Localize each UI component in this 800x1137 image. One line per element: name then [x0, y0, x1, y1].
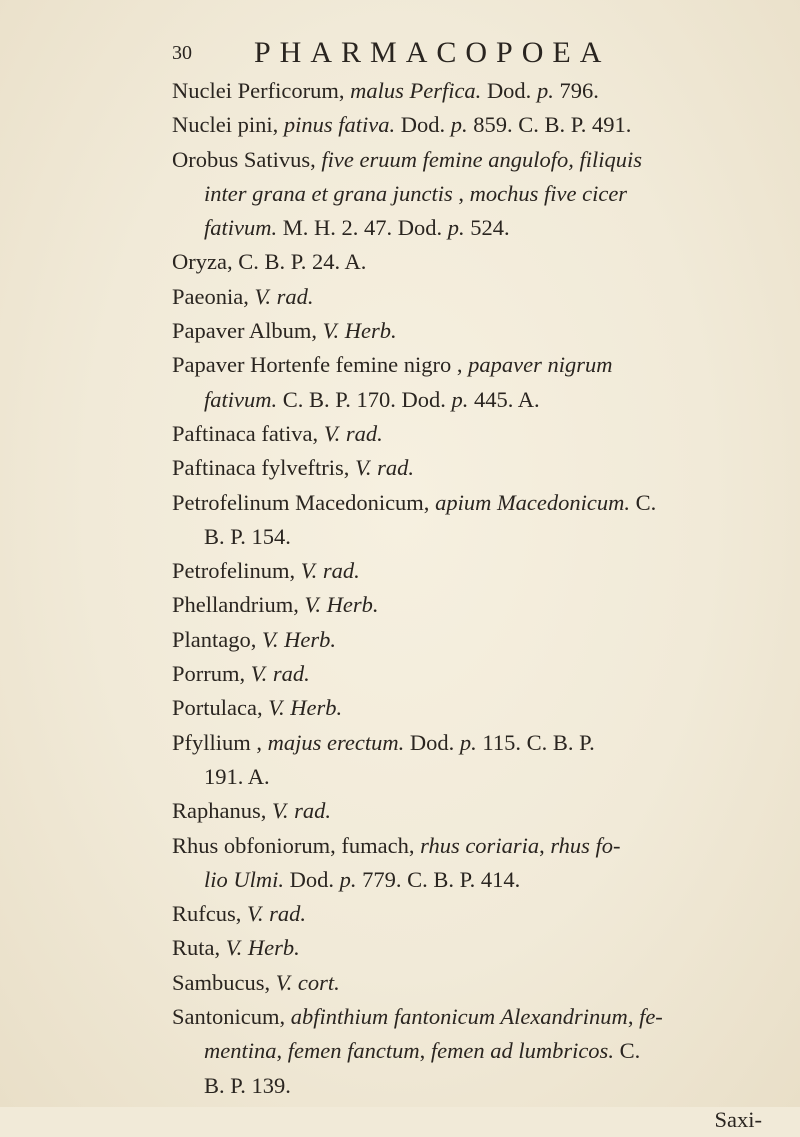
italic-text-segment: V. rad.: [254, 283, 314, 309]
italic-text-segment: V. Herb.: [262, 626, 336, 652]
italic-text-segment: V. cort.: [275, 969, 340, 995]
italic-text-segment: V. Herb.: [225, 935, 300, 961]
text-line: [172, 1000, 772, 1034]
italic-text-segment: mentina: [204, 1038, 277, 1064]
text-line: [172, 143, 772, 177]
text-line: [172, 623, 772, 657]
text-segment: C.: [630, 489, 657, 515]
pharmacopoeia-entry-list: [172, 74, 772, 1137]
text-segment: Dod.: [284, 866, 340, 892]
text-line: [172, 417, 772, 451]
text-line: [172, 451, 772, 485]
text-line: [172, 931, 772, 965]
text-segment: C. B. P. 170. Dod.: [277, 386, 452, 412]
text-segment: 115. C. B. P.: [476, 729, 595, 755]
italic-text-segment: V. rad.: [250, 661, 310, 687]
text-segment: Portulaca,: [172, 695, 269, 721]
text-segment: Dod.: [404, 729, 460, 755]
text-line: [172, 1069, 772, 1103]
text-line: [172, 348, 772, 382]
italic-text-segment: p.: [536, 78, 554, 103]
text-line: [172, 897, 772, 931]
text-segment: Raphanus,: [172, 798, 272, 824]
text-segment: 779. C. B. P. 414.: [356, 866, 521, 892]
text-segment: Pfyllium ,: [172, 729, 268, 755]
text-segment: ,: [452, 180, 470, 206]
text-segment: Petrofelinum,: [172, 558, 301, 584]
italic-text-segment: five eruum femine angulofo, filiquis: [321, 146, 642, 172]
text-line: [172, 108, 772, 142]
text-line: [172, 863, 772, 897]
italic-text-segment: femen fanctum: [287, 1038, 420, 1064]
text-line: [172, 794, 772, 828]
text-segment: B. P. 154.: [204, 523, 291, 549]
text-segment: Dod.: [395, 112, 451, 138]
italic-text-segment: papaver nigrum: [468, 352, 613, 378]
text-line: [172, 486, 772, 520]
italic-text-segment: p.: [451, 386, 469, 412]
italic-text-segment: fativum.: [204, 386, 278, 412]
text-line: [172, 314, 772, 348]
text-segment: Sambucus,: [172, 969, 276, 995]
text-segment: Nuclei Perficorum,: [172, 78, 351, 103]
text-segment: Phellandrium,: [172, 592, 305, 618]
text-line: [172, 280, 772, 314]
italic-text-segment: V. rad.: [323, 420, 383, 446]
italic-text-segment: p.: [450, 112, 468, 138]
text-segment: M. H. 2. 47. Dod.: [277, 215, 448, 241]
italic-text-segment: p.: [447, 215, 465, 241]
text-segment: Rufcus,: [172, 901, 247, 927]
text-segment: Santonicum,: [172, 1004, 291, 1030]
italic-text-segment: rhus fo-: [550, 832, 621, 858]
text-segment: Ruta,: [172, 935, 226, 961]
page-number: 30: [172, 42, 192, 64]
italic-text-segment: V. rad.: [300, 558, 360, 584]
catchword: Saxi-: [714, 1106, 762, 1132]
text-segment: Plantago,: [172, 626, 262, 652]
italic-text-segment: lio Ulmi.: [204, 866, 285, 892]
text-segment: Orobus Sativus,: [172, 146, 322, 172]
italic-text-segment: femen ad lumbricos.: [430, 1038, 614, 1064]
text-segment: 796.: [553, 78, 599, 103]
italic-text-segment: V. Herb.: [268, 695, 343, 721]
italic-text-segment: V. rad.: [272, 798, 331, 824]
italic-text-segment: malus Perfica.: [350, 78, 482, 103]
text-segment: Oryza, C. B. P. 24. A.: [172, 249, 367, 275]
italic-text-segment: V. rad.: [355, 455, 415, 481]
text-segment: Nuclei pini,: [172, 112, 284, 138]
text-segment: Paftinaca fylveftris,: [172, 455, 356, 481]
text-segment: ,: [539, 832, 551, 858]
text-line: [172, 657, 772, 691]
text-segment: ,: [276, 1038, 288, 1064]
italic-text-segment: V. Herb.: [322, 318, 397, 344]
italic-text-segment: p.: [339, 866, 357, 892]
italic-text-segment: V. Herb.: [304, 592, 379, 618]
text-segment: Papaver Hortenfe femine nigro ,: [172, 352, 469, 378]
italic-text-segment: rhus coriaria: [420, 832, 540, 858]
text-line: [172, 383, 772, 417]
text-segment: Dod.: [481, 78, 537, 103]
text-line: [172, 1034, 772, 1068]
italic-text-segment: mochus five cicer: [469, 180, 628, 206]
text-line: [172, 691, 772, 725]
italic-text-segment: V. rad.: [247, 901, 306, 927]
text-segment: Rhus obfoniorum, fumach,: [172, 832, 421, 858]
text-line: [172, 726, 772, 760]
text-segment: ,: [627, 1004, 640, 1030]
text-segment: Paeonia,: [172, 283, 255, 309]
running-title: PHARMACOPOEA: [254, 36, 611, 69]
text-segment: 445. A.: [468, 386, 540, 412]
text-segment: Paftinaca fativa,: [172, 420, 324, 446]
text-segment: Petrofelinum Macedonicum,: [172, 489, 436, 515]
text-line: [172, 829, 772, 863]
text-line: [172, 177, 772, 211]
text-segment: Porrum,: [172, 661, 251, 687]
italic-text-segment: apium Macedonicum.: [435, 489, 631, 515]
text-line: [172, 760, 772, 794]
italic-text-segment: fe-: [639, 1004, 663, 1030]
text-line: [172, 554, 772, 588]
text-segment: 524.: [464, 215, 510, 241]
text-line: [172, 245, 772, 279]
page-header: [172, 36, 700, 76]
text-segment: B. P. 139.: [204, 1072, 291, 1098]
text-line: [172, 588, 772, 622]
text-segment: 191. A.: [204, 763, 270, 789]
text-line: [172, 520, 772, 554]
italic-text-segment: fativum.: [204, 215, 278, 241]
text-line: [172, 211, 772, 245]
text-segment: C.: [613, 1038, 641, 1064]
text-segment: 859. C. B. P. 491.: [467, 112, 632, 138]
text-segment: ,: [419, 1038, 431, 1064]
italic-text-segment: pinus fativa.: [283, 112, 396, 138]
text-segment: Papaver Album,: [172, 318, 323, 344]
text-line: [172, 966, 772, 1000]
italic-text-segment: majus erectum.: [267, 729, 405, 755]
text-line: [172, 74, 772, 108]
italic-text-segment: inter grana et grana junctis: [204, 180, 453, 206]
italic-text-segment: p.: [459, 729, 477, 755]
italic-text-segment: abfinthium fantonicum Alexandrinum: [290, 1004, 628, 1030]
